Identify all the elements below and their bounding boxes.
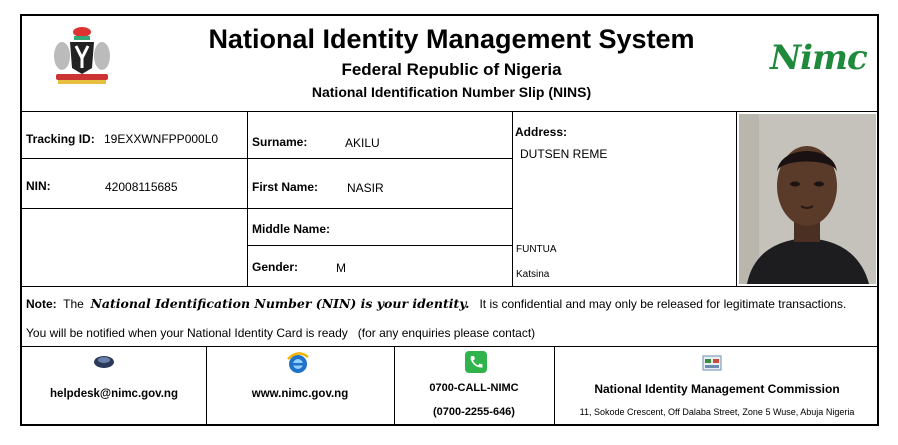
- phone-icon: [465, 351, 487, 378]
- note-line1: [26, 296, 846, 311]
- slip-title: National Identification Number Slip (NINS): [311, 84, 592, 100]
- passport-photo: [739, 114, 876, 284]
- helpdesk-email[interactable]: helpdesk@nimc.gov.ng: [50, 388, 178, 400]
- nimc-logo: Nimc: [770, 38, 867, 78]
- gender-value: M: [336, 261, 346, 275]
- gender-label: Gender:: [252, 260, 299, 274]
- office-icon: [702, 353, 722, 376]
- website-link[interactable]: www.nimc.gov.ng: [251, 388, 349, 400]
- page-subtitle: Federal Republic of Nigeria: [341, 60, 562, 79]
- phone-line2: (0700-2255-646): [433, 406, 515, 418]
- note-emphasis: National Identification Number (NIN) is your identity.: [90, 296, 470, 311]
- first-name-label: First Name:: [252, 180, 319, 194]
- browser-icon: [286, 351, 310, 380]
- address-state: Katsina: [516, 269, 550, 280]
- tracking-id-label: Tracking ID:: [26, 132, 95, 146]
- email-icon: [93, 353, 115, 374]
- org-name: National Identity Management Commission: [594, 382, 840, 396]
- surname-value: AKILU: [345, 136, 380, 150]
- note-rest: It is confidential and may only be released for legitimate transactions.: [479, 297, 847, 311]
- middle-name-label: Middle Name:: [252, 222, 331, 236]
- note-the: The: [63, 297, 84, 311]
- surname-label: Surname:: [252, 135, 308, 149]
- phone-line1: 0700-CALL-NIMC: [429, 382, 519, 394]
- org-address: 11, Sokode Crescent, Off Dalaba Street, Zone 5 Wuse, Abuja Nigeria: [579, 407, 855, 417]
- tracking-id-value: 19EXXWNFPP000L0: [104, 132, 219, 146]
- page-title: National Identity Management System: [208, 24, 695, 54]
- address-label: Address:: [515, 125, 568, 139]
- address-line1: DUTSEN REME: [520, 147, 608, 161]
- note-prefix: Note:: [26, 297, 57, 311]
- nin-value: 42008115685: [105, 180, 178, 194]
- nin-label: NIN:: [26, 179, 51, 193]
- nin-slip: [20, 14, 879, 426]
- address-town: FUNTUA: [516, 244, 557, 255]
- note-line2: You will be notified when your National Identity Card is ready (for any enquiries please contact): [26, 326, 536, 340]
- first-name-value: NASIR: [347, 181, 384, 195]
